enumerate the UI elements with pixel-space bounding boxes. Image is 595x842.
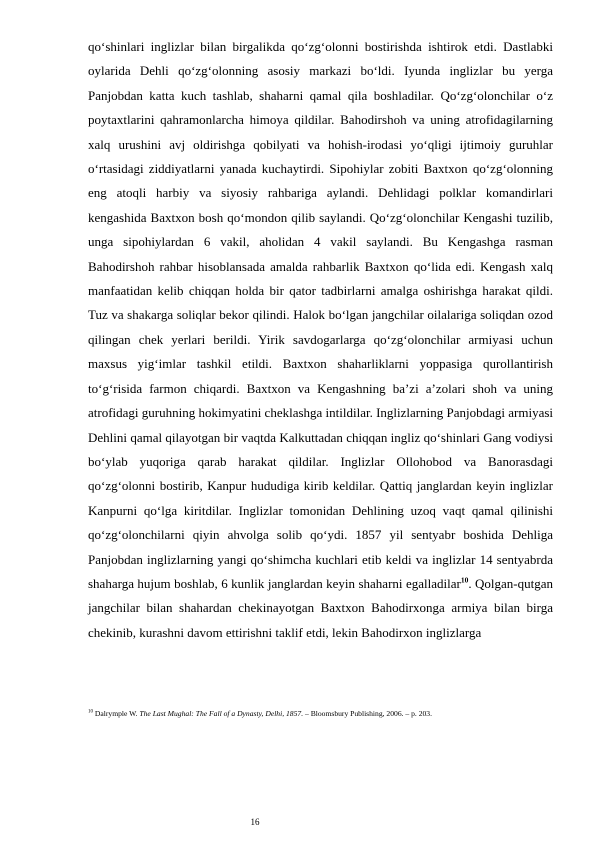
paragraph-text: qo‘shinlari inglizlar bilan birgalikda qo‘zg‘olonni bostirishda ishtirok etdi. Dastlabki oylarida Dehli qo‘zg‘olonning asosiy markazi bo‘ldi. Iyunda inglizlar bu yerga Panjobdan katta kuch tashlab, shaharni qamal qila boshladilar. Qo‘zg‘olonchilar o‘z poytaxtlarini qahramonlarcha himoya qildilar. Bahodirshoh va uning atrofidagilarning xalq urushini avj oldirishga qobilyati va hohish-irodasi yo‘qligi ijtimoiy guruhlar o‘rtasidagi ziddiyatlarni yanada kuchaytirdi. Sipohiylar zobiti Baxtxon qo‘zg‘olonning eng atoqli harbiy va siyosiy rahbariga aylandi. Dehlidagi polklar komandirlari kengashida Baxtxon bosh qo‘mondon qilib saylandi. Qo‘zg‘olonchilar Kengashi tuzilib, unga sipohiylardan 6 vakil, aholidan 4 vakil saylandi. Bu Kengashga rasman Bahodirshoh rahbar hisoblansada amalda rahbarlik Baxtxon qo‘lida edi. Kengash xalq manfaatidan kelib chiqqan holda bir qator tadbirlarni amalga oshirishga harakat qildi. Tuz va shakarga soliqlar bekor qilindi. Halok bo‘lgan jangchilar oilalariga soliqdan ozod qilingan chek yerlari berildi. Yirik savdogarlarga qo‘zg‘olonchilar armiyasi uchun maxsus yig‘imlar tashkil etildi. Baxtxon shaharliklarni yoppasiga qurollantirish to‘g‘risida farmon chiqardi. Baxtxon va Kengashning ba’zi a’zolari shoh va uning atrofidagi guruhning hokimyatini cheklashga intildilar. Inglizlarning Panjobdagi armiyasi Dehlini qamal qilayotgan bir vaqtda Kalkuttadan chiqqan ingliz qo‘shinlari Gang vodiysi bo‘ylab yuqoriga qarab harakat qildilar. Inglizlar Ollohobod va Banorasdagi qo‘zg‘olonni bostirib, Kanpur hududiga kirib keldilar. Qattiq janglardan keyin inglizlar Kanpurni qo‘lga kiritdilar. Inglizlar tomonidan Dehlining uzoq vaqt qamal qilinishi qo‘zg‘olonchilarni qiyin ahvolga solib qo‘ydi. 1857 yil sentyabr boshida Dehliga Panjobdan inglizlarning yangi qo‘shimcha kuchlari etib keldi va inglizlar 14 sentyabrda shaharga hujum boshlab, 6 kunlik janglardan keyin shaharni egalladilar [88,39,554,591]
footnote-publisher: – Bloomsbury Publishing, 2006. – p. 203. [303,709,432,718]
page-number: 16 [250,817,260,827]
footnote-title: The Last Mughal: The Fall of a Dynasty, Delhi, 1857. [139,709,304,718]
footnote-number: 10 [88,709,93,715]
footnote-reference[interactable]: 10 [460,575,469,585]
footnote-author: Dalrymple W. [93,709,140,718]
footnote [88,709,558,719]
body-paragraph [88,35,553,645]
body-text [88,35,553,645]
paragraph-text-continued: . Qolgan-qutgan jangchilar bilan shahardan chekinayotgan Baxtxon Bahodirxonga armiya bilan birga chekinib, kurashni davom ettirishni taklif etdi, lekin Bahodirxon inglizlarga [88,575,553,640]
